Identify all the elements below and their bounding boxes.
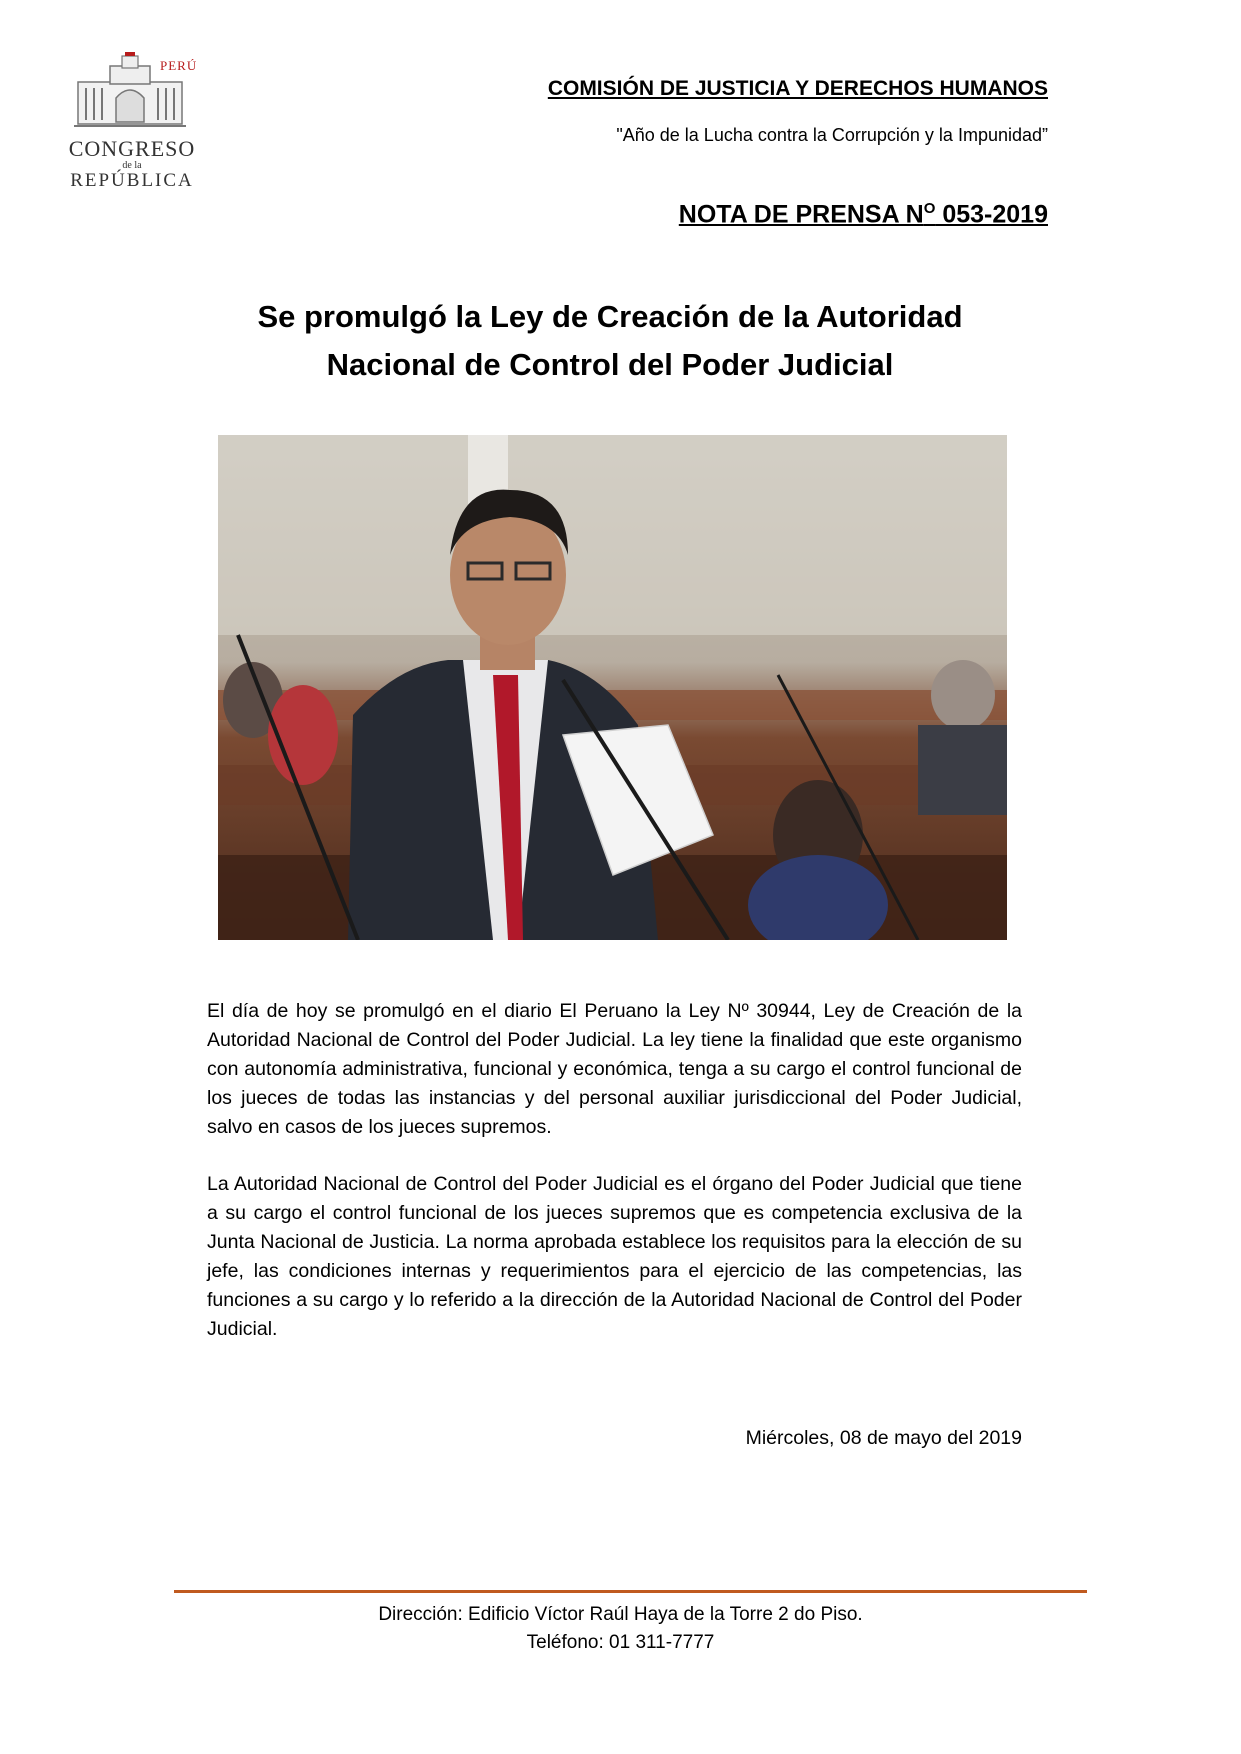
press-photo xyxy=(218,435,1007,940)
logo-dela: de la xyxy=(122,160,142,171)
congress-logo xyxy=(62,52,202,202)
press-note-digits: 053-2019 xyxy=(935,200,1048,229)
headline-line-1: Se promulgó la Ley de Creación de la Autoridad xyxy=(257,299,963,334)
press-date: Miércoles, 08 de mayo del 2019 xyxy=(745,1427,1022,1449)
logo-republica: REPÚBLICA xyxy=(70,170,194,191)
footer-phone: Teléfono: 01 311-7777 xyxy=(526,1632,715,1653)
body-paragraph-1: El día de hoy se promulgó en el diario El Peruano la Ley Nº 30944, Ley de Creación de la Autoridad Nacional de Control del Poder Judicial. La ley tiene la finalidad que este organismo con autonomía administrativa, funcional y económica, tenga a su cargo el control funcional de los jueces de todas las instancias y del personal auxiliar jurisdiccional del Poder Judicial, salvo en casos de los jueces supremos. xyxy=(207,1000,1022,1138)
press-note-number xyxy=(679,200,1048,229)
press-note-sup: O xyxy=(923,200,936,217)
footer-address: Dirección: Edificio Víctor Raúl Haya de la Torre 2 do Piso. xyxy=(378,1604,863,1625)
logo-country: PERÚ xyxy=(160,58,198,73)
logo-congreso: CONGRESO xyxy=(68,136,196,161)
press-photo-illustration xyxy=(218,435,1007,940)
press-note-prefix: NOTA DE PRENSA N xyxy=(678,200,924,229)
body-paragraph-2: La Autoridad Nacional de Control del Poder Judicial es el órgano del Poder Judicial que tiene a su cargo el control funcional de los jueces supremos que es competencia exclusiva de la Junta Nacional de Justicia. La norma aprobada establece los requisitos para la elección de su jefe, las condiciones internas y requerimientos para el ejercicio de las competencias, las funciones a su cargo y lo referido a la dirección de la Autoridad Nacional de Control del Poder Judicial. xyxy=(207,1173,1022,1340)
year-motto: "Año de la Lucha contra la Corrupción y la Impunidad” xyxy=(616,125,1048,145)
headline-line-2: Nacional de Control del Poder Judicial xyxy=(326,347,894,382)
headline xyxy=(190,293,1030,389)
footer-divider xyxy=(174,1590,1087,1593)
commission-title: COMISIÓN DE JUSTICIA Y DERECHOS HUMANOS xyxy=(547,77,1048,100)
